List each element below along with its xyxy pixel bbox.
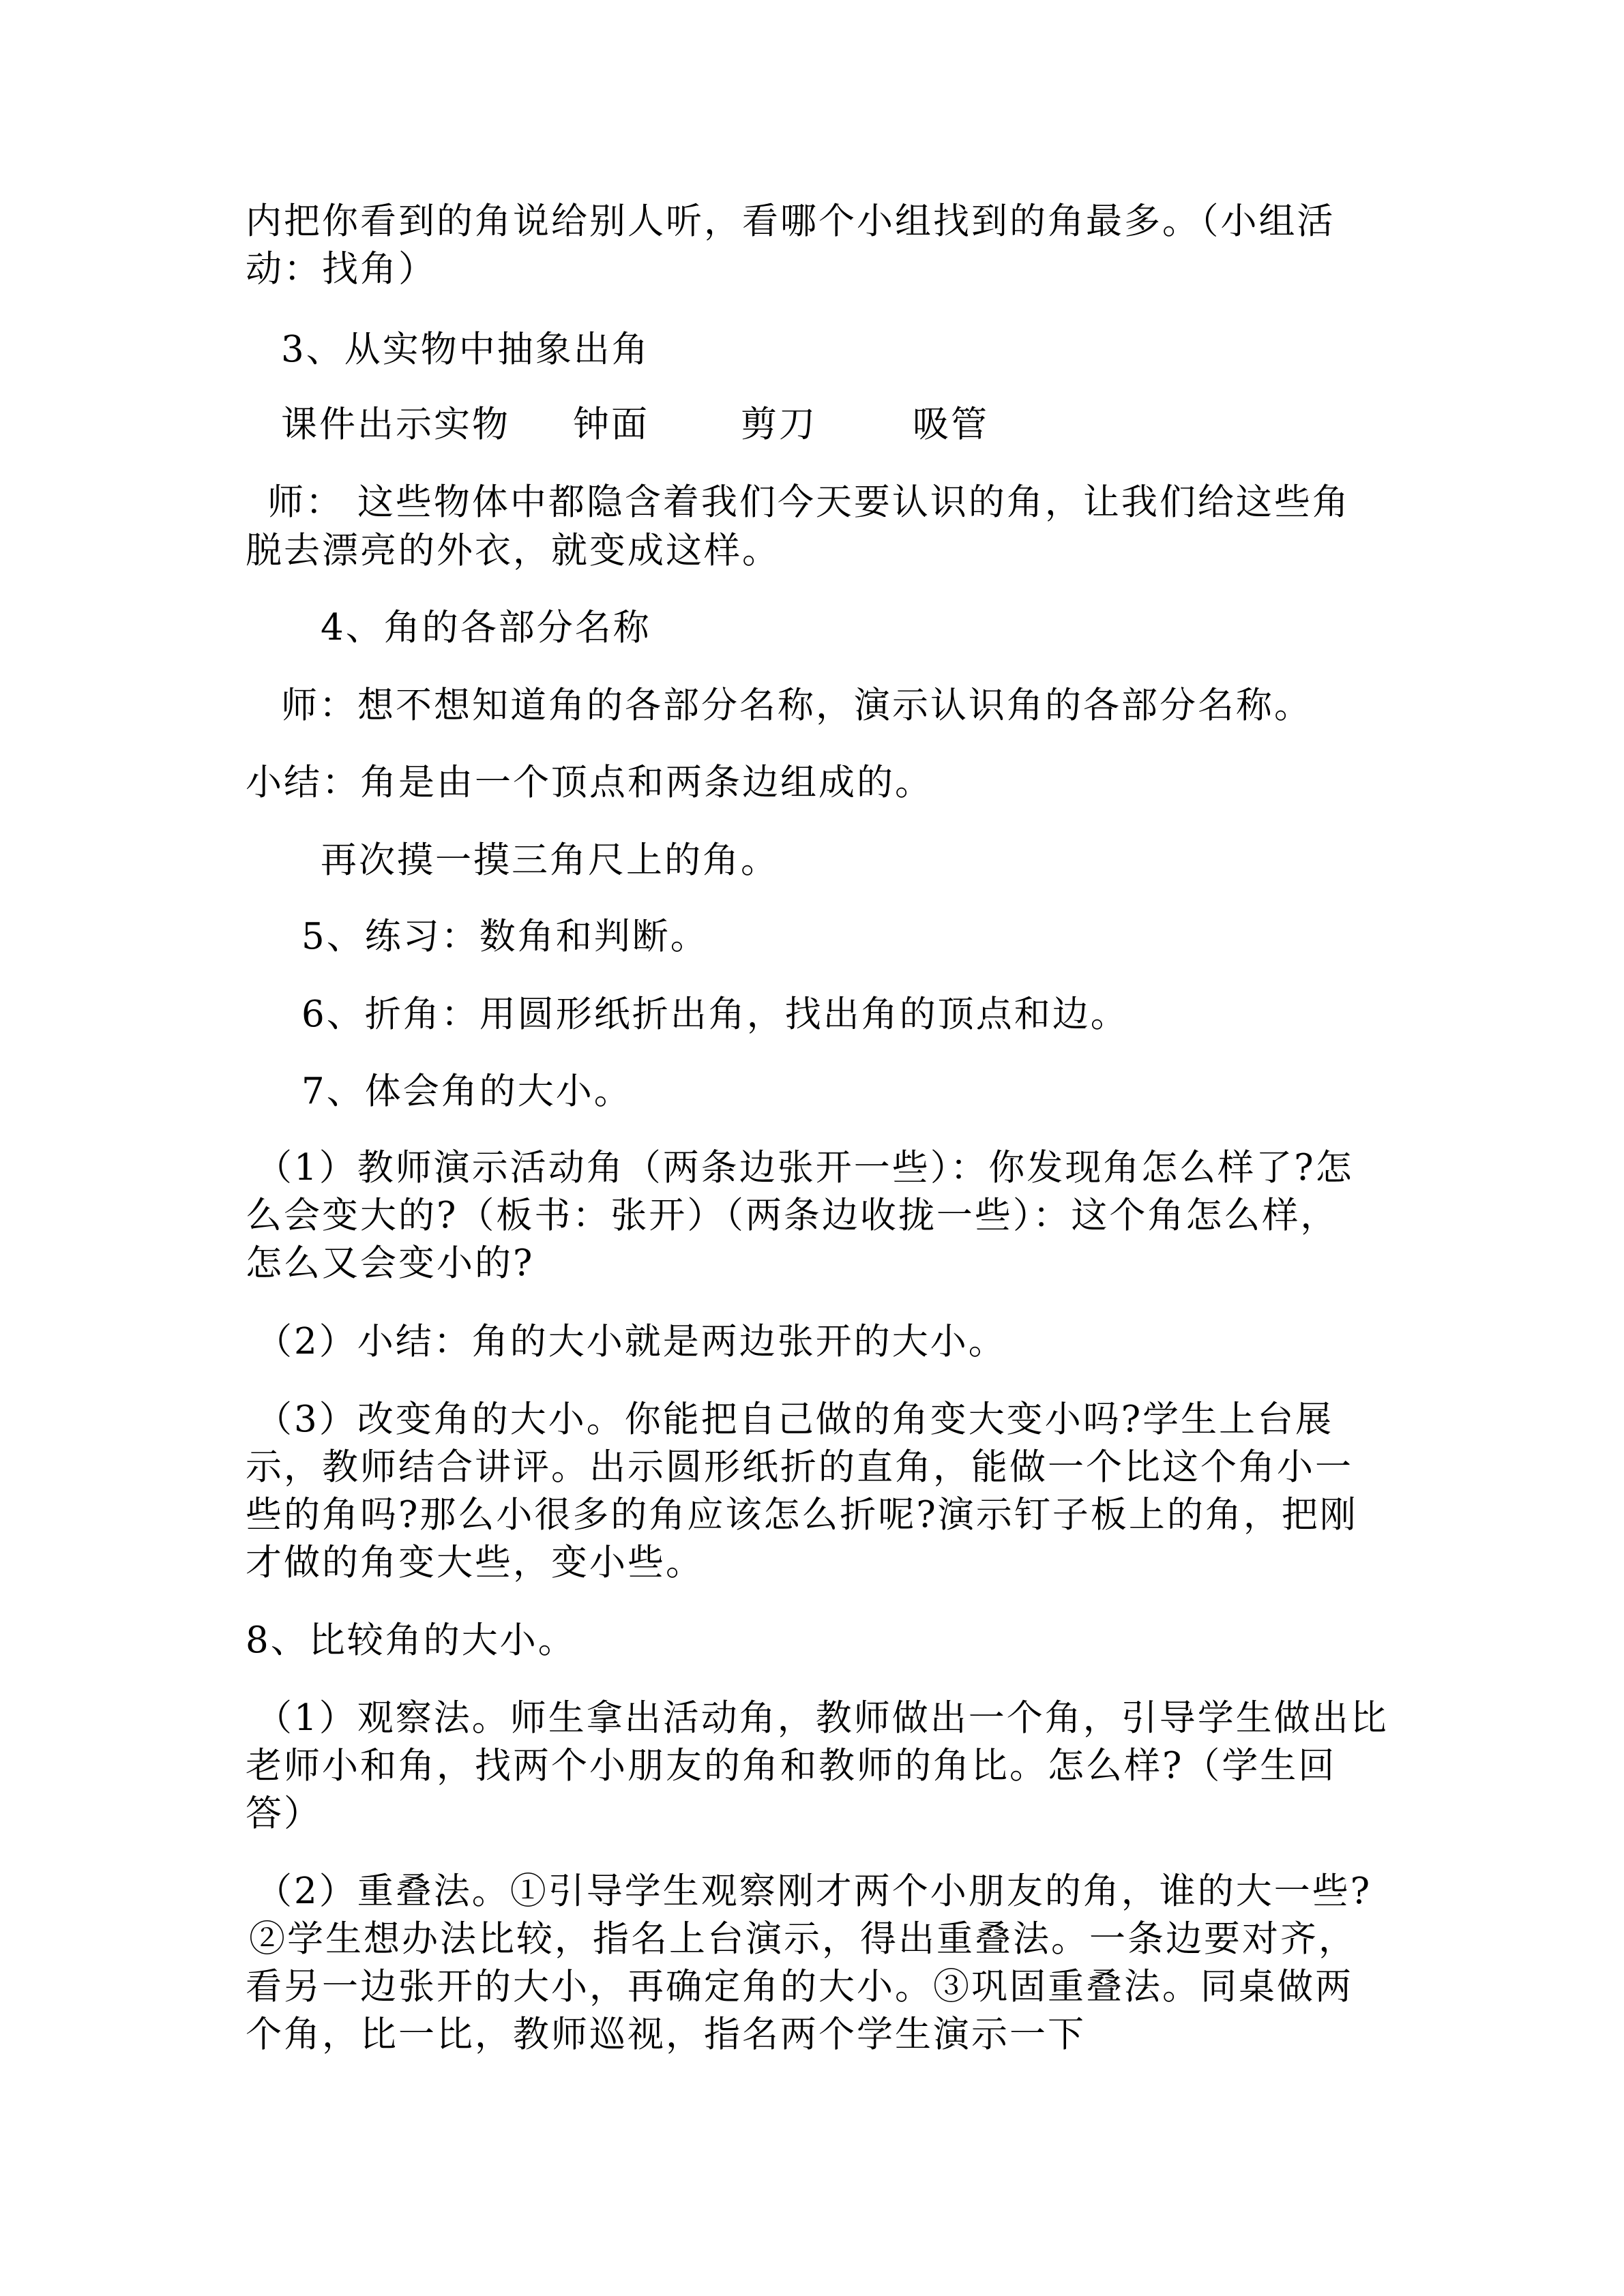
section-heading-6: 6、折角：用圆形纸折出角，找出角的顶点和边。 [301, 994, 1129, 1035]
section-heading-4: 4、角的各部分名称 [321, 607, 651, 648]
paragraph-line: （1）观察法。师生拿出活动角，教师做出一个角，引导学生做出比 [256, 1697, 1389, 1739]
paragraph-line: （2）重叠法。①引导学生观察刚才两个小朋友的角，谁的大一些? [256, 1870, 1372, 1912]
paragraph-line: 师： 这些物体中都隐含着我们今天要认识的角，让我们给这些角 [267, 481, 1350, 523]
paragraph-line: 怎么又会变小的? [246, 1242, 535, 1284]
paragraph-line: 示，教师结合讲评。出示圆形纸折的直角，能做一个比这个角小一 [246, 1446, 1353, 1488]
paragraph-line: （1）教师演示活动角（两条边张开一些）：你发现角怎么样了?怎 [256, 1147, 1354, 1189]
paragraph-line: 答） [246, 1793, 322, 1834]
objects-row [281, 402, 989, 447]
paragraph-line: （3）改变角的大小。你能把自己做的角变大变小吗?学生上台展 [256, 1399, 1334, 1440]
object-clock-face: 钟面 [573, 404, 649, 445]
section-heading-8: 8、比较角的大小。 [246, 1620, 576, 1661]
section-heading-5: 5、练习：数角和判断。 [301, 916, 709, 957]
paragraph-line: 才做的角变大些，变小些。 [246, 1542, 704, 1583]
paragraph-line: 么会变大的?（板书：张开）（两条边收拢一些）：这个角怎么样， [246, 1195, 1339, 1236]
section-heading-7: 7、体会角的大小。 [301, 1071, 632, 1112]
paragraph-line: 老师小和角，找两个小朋友的角和教师的角比。怎么样?（学生回 [246, 1745, 1337, 1787]
paragraph-line: ②学生想办法比较，指名上台演示，得出重叠法。一条边要对齐， [249, 1918, 1357, 1960]
paragraph-line: 脱去漂亮的外衣，就变成这样。 [246, 530, 780, 571]
summary-line: 小结：角是由一个顶点和两条边组成的。 [246, 762, 933, 803]
paragraph-line: （2）小结：角的大小就是两边张开的大小。 [256, 1321, 1007, 1362]
paragraph-line: 些的角吗?那么小很多的角应该怎么折呢?演示钉子板上的角，把刚 [246, 1494, 1358, 1536]
paragraph-line: 看另一边张开的大小，再确定角的大小。③巩固重叠法。同桌做两 [246, 1966, 1353, 2008]
section-heading-3: 3、从实物中抽象出角 [281, 329, 650, 370]
paragraph-line: 内把你看到的角说给别人听，看哪个小组找到的角最多。（小组活 [246, 200, 1335, 242]
paragraph-line: 动：找角） [246, 248, 437, 290]
paragraph-line: 师：想不想知道角的各部分名称，演示认识角的各部分名称。 [281, 685, 1312, 726]
object-straw: 吸管 [913, 404, 989, 445]
paragraph-line: 再次摸一摸三角尺上的角。 [321, 839, 779, 881]
objects-label: 课件出示实物 [281, 404, 510, 445]
object-scissors: 剪刀 [741, 404, 817, 445]
paragraph-line: 个角，比一比，教师巡视，指名两个学生演示一下 [246, 2014, 1086, 2055]
